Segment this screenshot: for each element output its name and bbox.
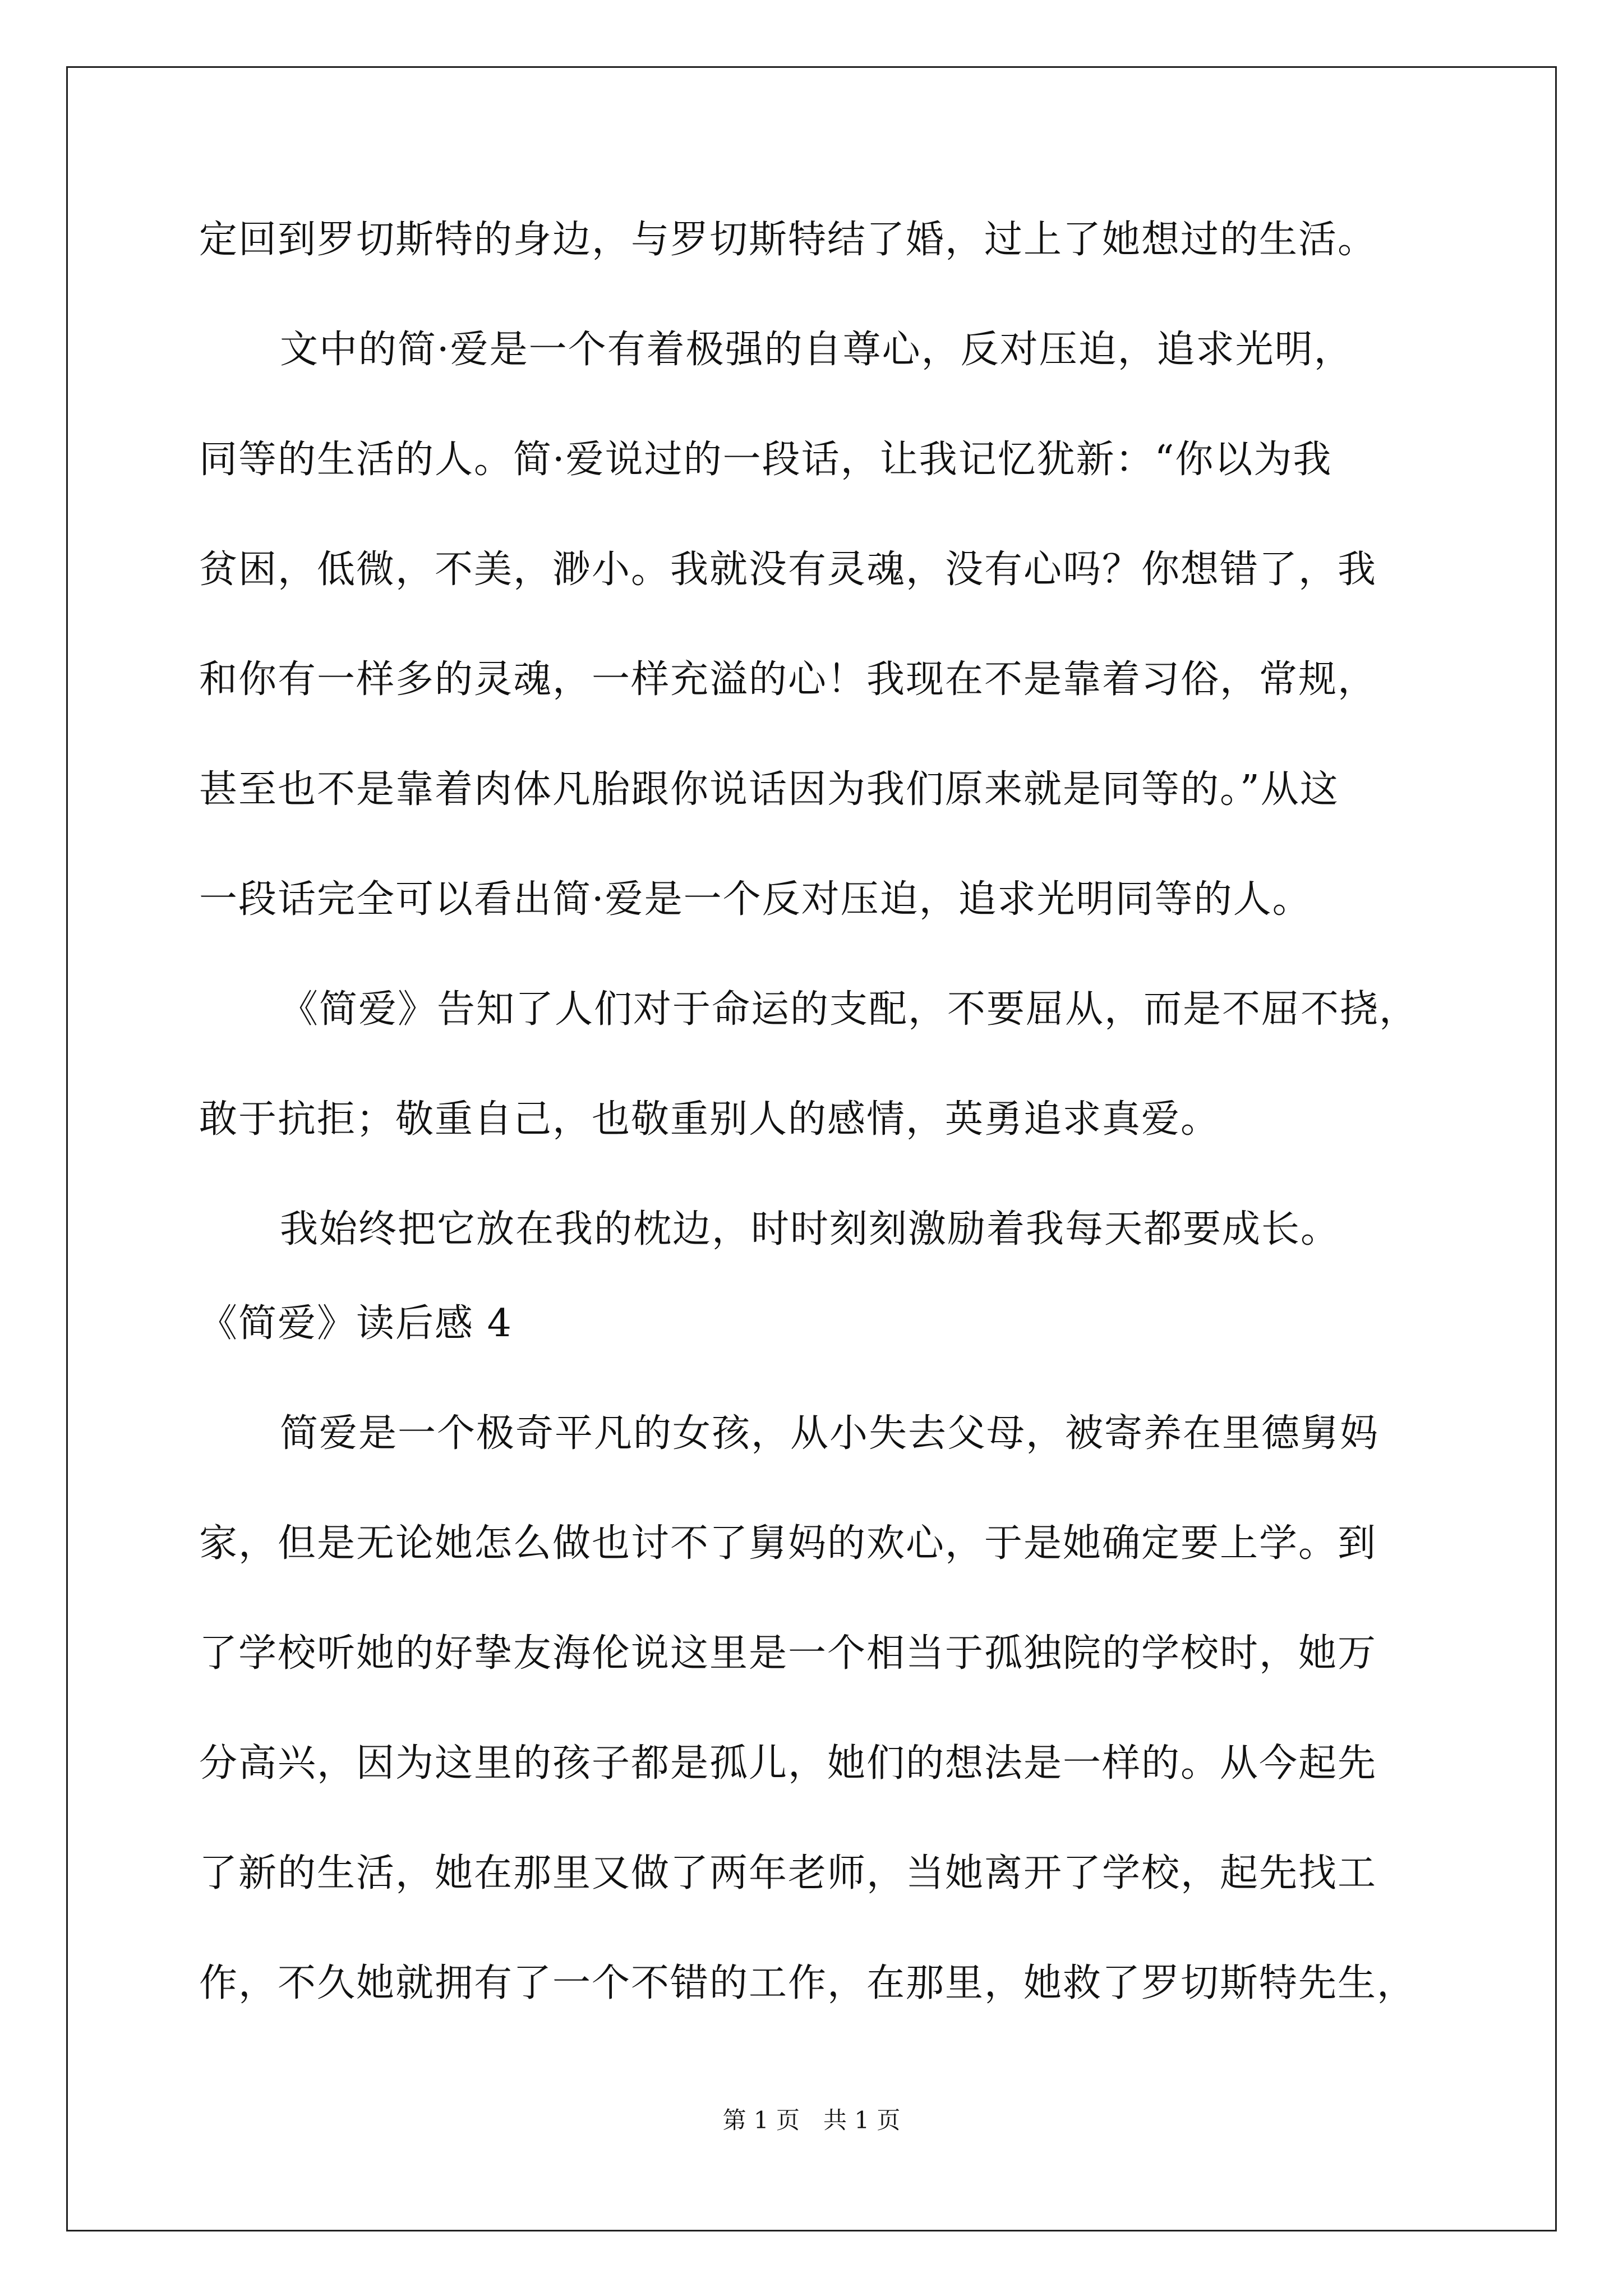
text-line: 同等的生活的人。简·爱说过的一段话，让我记忆犹新：“你以为我 xyxy=(199,438,1332,482)
text-line: 贫困，低微，不美，渺小。我就没有灵魂，没有心吗？你想错了，我 xyxy=(199,547,1377,592)
text-line: 定回到罗切斯特的身边，与罗切斯特结了婚，过上了她想过的生活。 xyxy=(199,218,1377,262)
text-line: 了新的生活，她在那里又做了两年老师，当她离开了学校，起先找工 xyxy=(199,1851,1377,1895)
text-line: 作，不久她就拥有了一个不错的工作，在那里，她救了罗切斯特先生， xyxy=(199,1961,1417,2005)
page-number: 第 1 页 共 1 页 xyxy=(722,2106,901,2134)
text-line: 《简爱》告知了人们对于命运的支配，不要屈从，而是不屈不挠， xyxy=(280,987,1419,1032)
text-line: 分高兴，因为这里的孩子都是孤儿，她们的想法是一样的。从今起先 xyxy=(199,1741,1377,1786)
text-line: 一段话完全可以看出简·爱是一个反对压迫，追求光明同等的人。 xyxy=(199,877,1312,922)
section-heading: 《简爱》读后感 4 xyxy=(199,1301,513,1346)
text-line: 和你有一样多的灵魂，一样充溢的心！我现在不是靠着习俗，常规， xyxy=(199,657,1377,702)
text-line: 文中的简·爱是一个有着极强的自尊心，反对压迫，追求光明， xyxy=(280,328,1353,372)
text-line: 敢于抗拒；敬重自己，也敬重别人的感情，英勇追求真爱。 xyxy=(199,1097,1220,1142)
text-line: 甚至也不是靠着肉体凡胎跟你说话因为我们原来就是同等的。”从这 xyxy=(199,767,1339,812)
text-line: 简爱是一个极奇平凡的女孩，从小失去父母，被寄养在里德舅妈 xyxy=(280,1411,1380,1456)
page-border xyxy=(66,66,1557,2231)
text-line: 家，但是无论她怎么做也讨不了舅妈的欢心，于是她确定要上学。到 xyxy=(199,1521,1377,1566)
text-line: 我始终把它放在我的枕边，时时刻刻激励着我每天都要成长。 xyxy=(280,1207,1340,1251)
text-line: 了学校听她的好挚友海伦说这里是一个相当于孤独院的学校时，她万 xyxy=(199,1631,1377,1676)
